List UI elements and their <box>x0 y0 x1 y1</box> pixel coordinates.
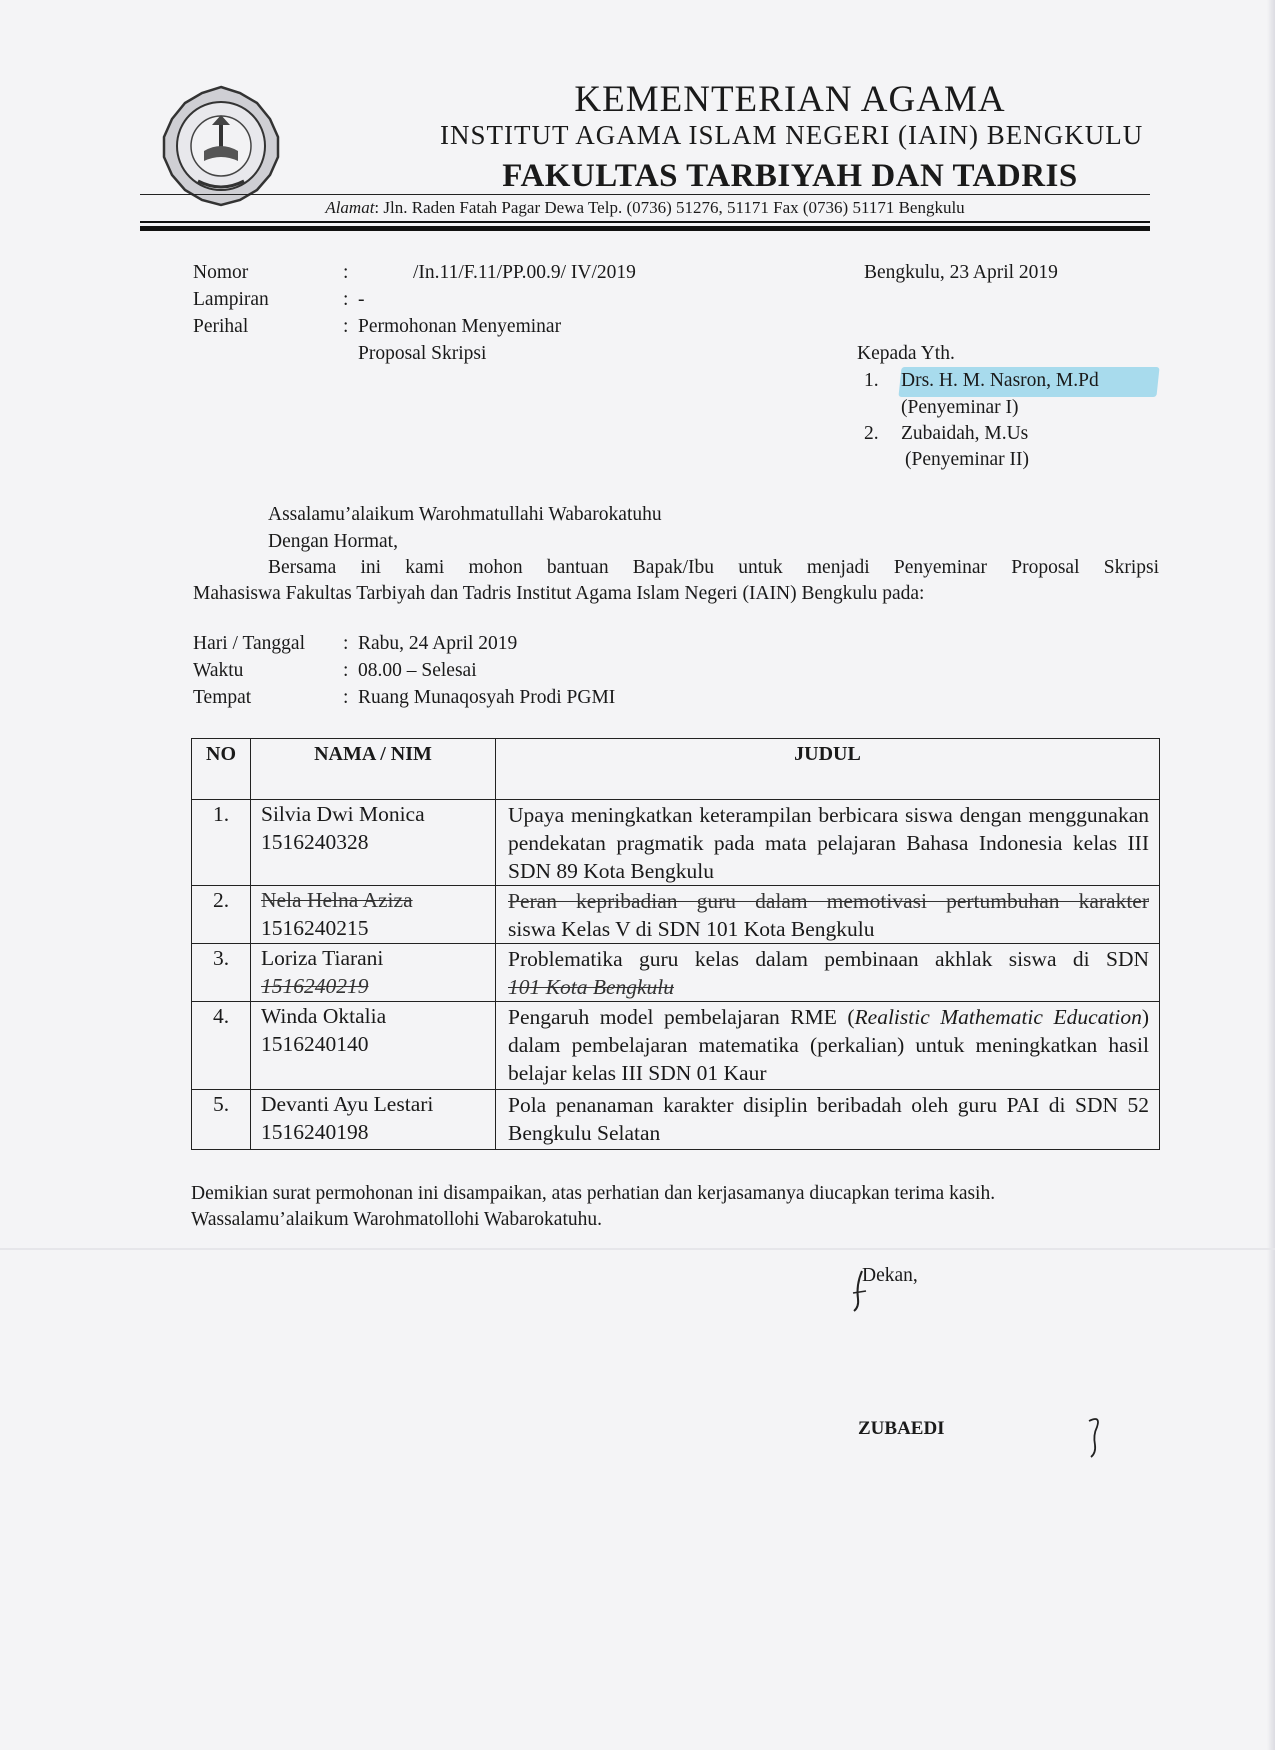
signature-flourish <box>1083 1413 1107 1459</box>
thesis-title: Upaya meningkatkan keterampilan berbicara siswa dengan menggunakan pendekatan pragmatik pada mata pelajaran Bahasa Indonesia kelas III SDN 89 Kota Bengkulu <box>496 800 1160 886</box>
closing-line-1: Demikian surat permohonan ini disampaikan, atas perhatian dan kerjasamanya diucapkan terima kasih. <box>191 1183 996 1204</box>
schedule-day-value: Rabu, 24 April 2019 <box>358 633 518 654</box>
thesis-title-line-1: Problematika guru kelas dalam pembinaan akhlak siswa di SDN <box>508 947 1149 971</box>
thesis-title-part-2: ) dalam pembelajaran matematika (perkalian) untuk meningkatkan hasil belajar kelas III SDN 01 Kaur <box>508 1005 1150 1085</box>
student-name: Devanti Ayu Lestari <box>261 1092 434 1116</box>
student-nim: 1516240215 <box>261 916 369 940</box>
address-text: : Jln. Raden Fatah Pagar Dewa Telp. (0736) 51276, 51171 Fax (0736) 51171 Bengkulu <box>374 198 965 217</box>
thesis-title: Pola penanaman karakter disiplin beribadah oleh guru PAI di SDN 52 Bengkulu Selatan <box>496 1090 1160 1150</box>
recipients-heading: Kepada Yth. <box>857 343 955 364</box>
ministry-heading: KEMENTERIAN AGAMA <box>574 79 1006 120</box>
table-row <box>192 944 1160 1002</box>
nomor-value: /In.11/F.11/PP.00.9/ IV/2019 <box>413 262 636 283</box>
col-header-judul: JUDUL <box>496 739 1160 800</box>
student-cell <box>251 886 496 944</box>
thesis-title <box>496 944 1160 1002</box>
thesis-title-italic-1: Realistic Mathematic <box>854 1005 1043 1029</box>
row-number: 5. <box>192 1090 251 1150</box>
student-name: Silvia Dwi Monica <box>261 802 425 826</box>
request-line-2: Mahasiswa Fakultas Tarbiyah dan Tadris Institut Agama Islam Negeri (IAIN) Bengkulu pada: <box>193 583 925 604</box>
lampiran-value: - <box>358 289 365 310</box>
schedule-place-value: Ruang Munaqosyah Prodi PGMI <box>358 687 616 708</box>
col-header-nama: NAMA / NIM <box>251 739 496 800</box>
student-nim: 1516240328 <box>261 830 369 854</box>
fold-line <box>0 1248 1275 1250</box>
iain-seal-logo <box>160 85 282 207</box>
thesis-title-line-2: 101 Kota Bengkulu <box>508 975 675 999</box>
header-rule-thin <box>140 194 1150 195</box>
nomor-label: Nomor <box>193 262 249 283</box>
request-line-1: Bersama ini kami mohon bantuan Bapak/Ibu untuk menjadi Penyeminar Proposal Skripsi <box>268 557 1159 578</box>
place-date: Bengkulu, 23 April 2019 <box>864 262 1058 283</box>
recipient-1-number: 1. <box>864 370 879 391</box>
thesis-title-part-1: Pengaruh model pembelajaran RME ( <box>508 1005 855 1029</box>
student-nim: 1516240198 <box>261 1120 369 1144</box>
faculty-heading: FAKULTAS TARBIYAH DAN TADRIS <box>502 158 1078 194</box>
student-name: Winda Oktalia <box>261 1004 387 1028</box>
row-number: 3. <box>192 944 251 1002</box>
table-row <box>192 1002 1160 1090</box>
perihal-label: Perihal <box>193 316 249 337</box>
row-number: 4. <box>192 1002 251 1090</box>
table-row <box>192 1090 1160 1150</box>
lampiran-colon: : <box>343 289 349 310</box>
recipient-2-role: (Penyeminar II) <box>905 449 1029 470</box>
nomor-colon: : <box>343 262 349 283</box>
lampiran-label: Lampiran <box>193 289 269 310</box>
schedule-place-label: Tempat <box>193 687 252 708</box>
student-name: Loriza Tiarani <box>261 946 384 970</box>
recipient-2-number: 2. <box>864 423 879 444</box>
closing-line-2: Wassalamu’alaikum Warohmatollohi Wabarokatuhu. <box>191 1209 603 1230</box>
greeting: Assalamu’alaikum Warohmatullahi Wabarokatuhu <box>268 504 662 525</box>
col-header-no: NO <box>192 739 251 800</box>
table-row <box>192 886 1160 944</box>
recipient-1-role: (Penyeminar I) <box>901 397 1019 418</box>
student-cell <box>251 1090 496 1150</box>
header-rule-thick <box>140 221 1150 223</box>
thesis-title <box>496 1002 1160 1090</box>
row-number: 2. <box>192 886 251 944</box>
signature-name: ZUBAEDI <box>858 1418 945 1439</box>
student-cell <box>251 944 496 1002</box>
schedule-place-colon: : <box>343 687 349 708</box>
student-nim: 1516240140 <box>261 1032 369 1056</box>
perihal-line-2: Proposal Skripsi <box>358 343 487 364</box>
perihal-colon: : <box>343 316 349 337</box>
signature-title: Dekan, <box>862 1265 918 1286</box>
header-rule-thick-2 <box>140 226 1150 231</box>
student-name: Nela Helna Aziza <box>261 888 413 912</box>
student-cell <box>251 800 496 886</box>
schedule-time-value: 08.00 – Selesai <box>358 660 477 681</box>
header-address <box>140 198 1150 218</box>
table-row <box>192 800 1160 886</box>
thesis-title <box>496 886 1160 944</box>
recipient-2-name: Zubaidah, M.Us <box>901 423 1029 444</box>
row-number: 1. <box>192 800 251 886</box>
table-header-row <box>192 739 1160 800</box>
address-label: Alamat <box>325 198 375 217</box>
thesis-title-italic-2: Education <box>1053 1005 1142 1029</box>
thesis-title-line-1: Peran kepribadian guru dalam memotivasi pertumbuhan karakter <box>508 889 1149 913</box>
schedule-time-colon: : <box>343 660 349 681</box>
perihal-line-1: Permohonan Menyeminar <box>358 316 562 337</box>
schedule-day-label: Hari / Tanggal <box>193 633 305 654</box>
institute-heading: INSTITUT AGAMA ISLAM NEGERI (IAIN) BENGKULU <box>440 120 1144 150</box>
student-nim: 1516240219 <box>261 974 369 998</box>
recipient-1-name: Drs. H. M. Nasron, M.Pd <box>901 370 1099 391</box>
seminar-table <box>191 738 1160 1150</box>
thesis-title-line-2: siswa Kelas V di SDN 101 Kota Bengkulu <box>508 917 875 941</box>
schedule-time-label: Waktu <box>193 660 244 681</box>
schedule-day-colon: : <box>343 633 349 654</box>
paper-edge <box>1267 0 1275 1750</box>
student-cell <box>251 1002 496 1090</box>
salutation: Dengan Hormat, <box>268 531 398 552</box>
